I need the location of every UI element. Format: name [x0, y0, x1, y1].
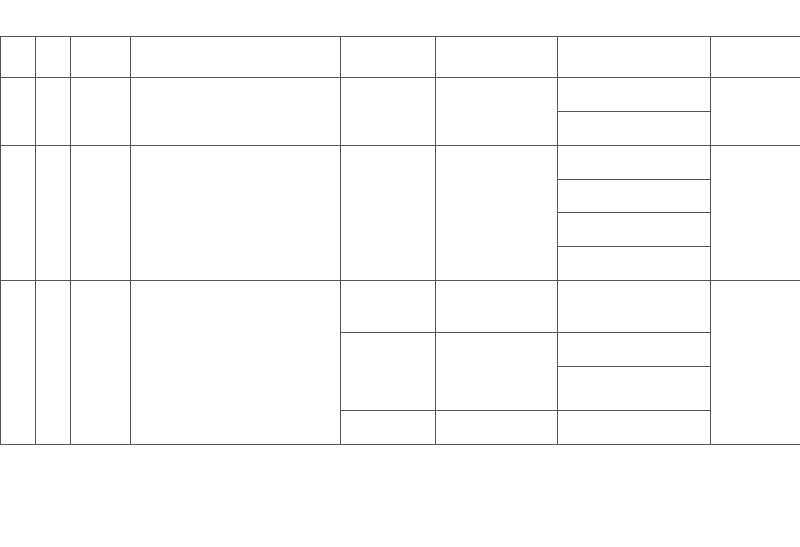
table-row [1, 37, 800, 78]
violation-cell [341, 146, 436, 281]
camera-id [36, 146, 71, 281]
city-cell [71, 281, 131, 445]
violation-cell [341, 78, 436, 146]
articles-cell [436, 281, 558, 333]
violation-cell [341, 411, 436, 445]
direction-cell [558, 146, 711, 180]
direction-cell [558, 411, 711, 445]
camera-id [36, 281, 71, 445]
camera-id [36, 78, 71, 146]
articles-cell [436, 333, 558, 411]
city-cell [71, 78, 131, 146]
violation-cell [341, 281, 436, 333]
direction-cell [558, 333, 711, 367]
location-cell [131, 78, 341, 146]
city-cell [71, 146, 131, 281]
direction-cell [558, 78, 711, 112]
row-number [1, 281, 36, 445]
direction-cell [558, 112, 711, 146]
row-number [1, 78, 36, 146]
direction-cell [558, 247, 711, 281]
location-cell [131, 146, 341, 281]
lanes-cell [711, 281, 800, 445]
direction-cell [558, 37, 711, 78]
table-row [1, 146, 800, 180]
direction-cell [558, 281, 711, 333]
direction-cell [558, 213, 711, 247]
table-row [1, 78, 800, 112]
row-number [1, 146, 36, 281]
lanes-cell [711, 78, 800, 146]
articles-cell [436, 411, 558, 445]
camera-locations-table [0, 36, 800, 445]
articles-cell [436, 78, 558, 146]
violation-cell [341, 333, 436, 411]
direction-cell [558, 367, 711, 411]
lanes-cell [711, 146, 800, 281]
location-cell [131, 281, 341, 445]
articles-cell [436, 146, 558, 281]
direction-cell [558, 180, 711, 213]
table-row [1, 281, 800, 333]
